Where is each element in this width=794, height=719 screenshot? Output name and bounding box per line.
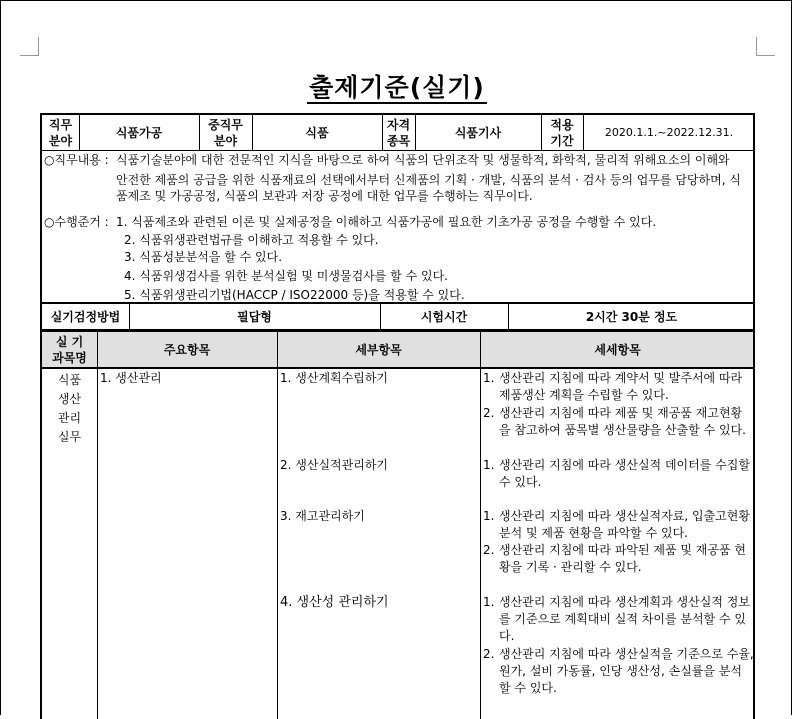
sub-item-3: 3. 재고관리하기 <box>280 509 365 523</box>
cert-value: 식품기사 <box>454 126 502 140</box>
duty-prefix: ○직무내용 : <box>44 153 109 167</box>
info-block <box>40 151 755 303</box>
detail-line: 수 있다. <box>499 475 542 489</box>
detail-number: 2. <box>483 406 495 420</box>
duty-line-1: 식품기술분야에 대한 전문적인 지식을 바탕으로 하여 식품의 단위조작 및 생물학적, 화학적, 물리적 위해요소의 이해와 <box>116 153 730 167</box>
main-item: 1. 생산관리 <box>100 371 162 385</box>
detail-number: 1. <box>483 458 495 472</box>
col-detail: 세세항목 <box>594 343 641 357</box>
method-label: 실기검정방법 <box>50 309 121 324</box>
criteria-line-5: 5. 식품위생관리기법(HACCP / ISO22000 등)을 적용할 수 있다. <box>124 288 465 302</box>
criteria-line-4: 4. 식품위생검사를 위한 분석실험 및 미생물검사를 할 수 있다. <box>124 269 448 283</box>
detail-line: 할 수 있다. <box>499 681 557 695</box>
col-subject: 실 기 과목명 <box>52 335 87 365</box>
field-value: 식품가공 <box>115 126 163 140</box>
period-label: 적용 기간 <box>550 118 574 148</box>
detail-number: 2. <box>483 647 495 661</box>
detail-line: 생산관리 지침에 따라 제품 및 재공품 재고현황 <box>499 406 743 420</box>
criteria-line-3: 3. 식품성분분석을 할 수 있다. <box>124 250 283 264</box>
sub-item-4: 4. 생산성 관리하기 <box>280 595 389 610</box>
detail-line: 다. <box>499 629 515 643</box>
detail-number: 1. <box>483 371 495 385</box>
method-value: 필답형 <box>237 309 272 324</box>
column-header-row <box>40 331 755 369</box>
detail-line: 제품생산 계획을 수립할 수 있다. <box>499 388 669 402</box>
detail-line: 를 기준으로 계획대비 실적 차이를 분석할 수 있 <box>499 612 746 626</box>
detail-line: 원가, 설비 가동률, 인당 생산성, 손실률을 분석 <box>499 664 742 678</box>
col-sub: 세부항목 <box>355 343 402 357</box>
detail-number: 2. <box>483 543 495 557</box>
detail-line: 을 참고하여 품목별 생산물량을 산출할 수 있다. <box>499 423 746 437</box>
sub-item-2: 2. 생산실적관리하기 <box>280 458 389 472</box>
duty-line-3: 품제조 및 가공공정, 식품의 보관과 저장 공정에 대한 업무를 수행하는 직무이다. <box>116 189 533 203</box>
field-label: 직무 분야 <box>48 118 73 148</box>
duty-line-2: 안전한 제품의 공급을 위한 식품재료의 선택에서부터 신제품의 기획 · 개발, 식품의 분석 · 검사 등의 업무를 담당하며, 식 <box>116 173 741 187</box>
margin-mark-top-left <box>20 37 39 56</box>
content-table-body <box>40 369 755 719</box>
detail-number: 1. <box>483 595 495 609</box>
subfield-value: 식품 <box>305 126 329 140</box>
detail-line: 생산관리 지침에 따라 생산계획과 생산실적 정보 <box>499 595 750 609</box>
col-main: 주요항목 <box>163 343 211 357</box>
detail-line: 생산관리 지침에 따라 계약서 및 발주서에 따라 <box>499 371 743 385</box>
exam-row <box>40 303 755 331</box>
criteria-line-1: 1. 식품제조와 관련된 이론 및 실제공정을 이해하고 식품가공에 필요한 기초가공 공정을 수행할 수 있다. <box>116 215 657 229</box>
margin-mark-top-right <box>756 37 775 56</box>
detail-line: 생산관리 지침에 따라 생산실적자료, 입출고현황 <box>499 509 750 523</box>
header-table <box>40 113 755 151</box>
detail-line: 생산관리 지침에 따라 파악된 제품 및 재공품 현 <box>499 543 746 557</box>
subfield-label: 중직무 분야 <box>208 118 243 148</box>
detail-line: 생산관리 지침에 따라 생산실적을 기준으로 수율, <box>499 647 754 661</box>
criteria-prefix: ○수행준거 : <box>44 215 109 229</box>
document-title: 출제기준(실기) <box>309 73 485 102</box>
criteria-line-2: 2. 식품위생관련법규를 이해하고 적용할 수 있다. <box>124 233 379 247</box>
cert-label: 자격 종목 <box>386 118 411 148</box>
detail-number: 1. <box>483 509 495 523</box>
detail-line: 황을 기록 · 관리할 수 있다. <box>499 560 642 574</box>
time-value: 2시간 30분 정도 <box>585 309 678 324</box>
period-value: 2020.1.1.~2022.12.31. <box>604 126 734 139</box>
sub-item-1: 1. 생산계획수립하기 <box>280 371 389 385</box>
detail-line: 생산관리 지침에 따라 생산실적 데이터를 수집할 <box>499 458 750 472</box>
detail-line: 분석 및 제품 현황을 파악할 수 있다. <box>499 526 688 540</box>
time-label: 시험시간 <box>420 309 468 324</box>
subject-name: 식품 생산 관리 실무 <box>57 373 82 444</box>
